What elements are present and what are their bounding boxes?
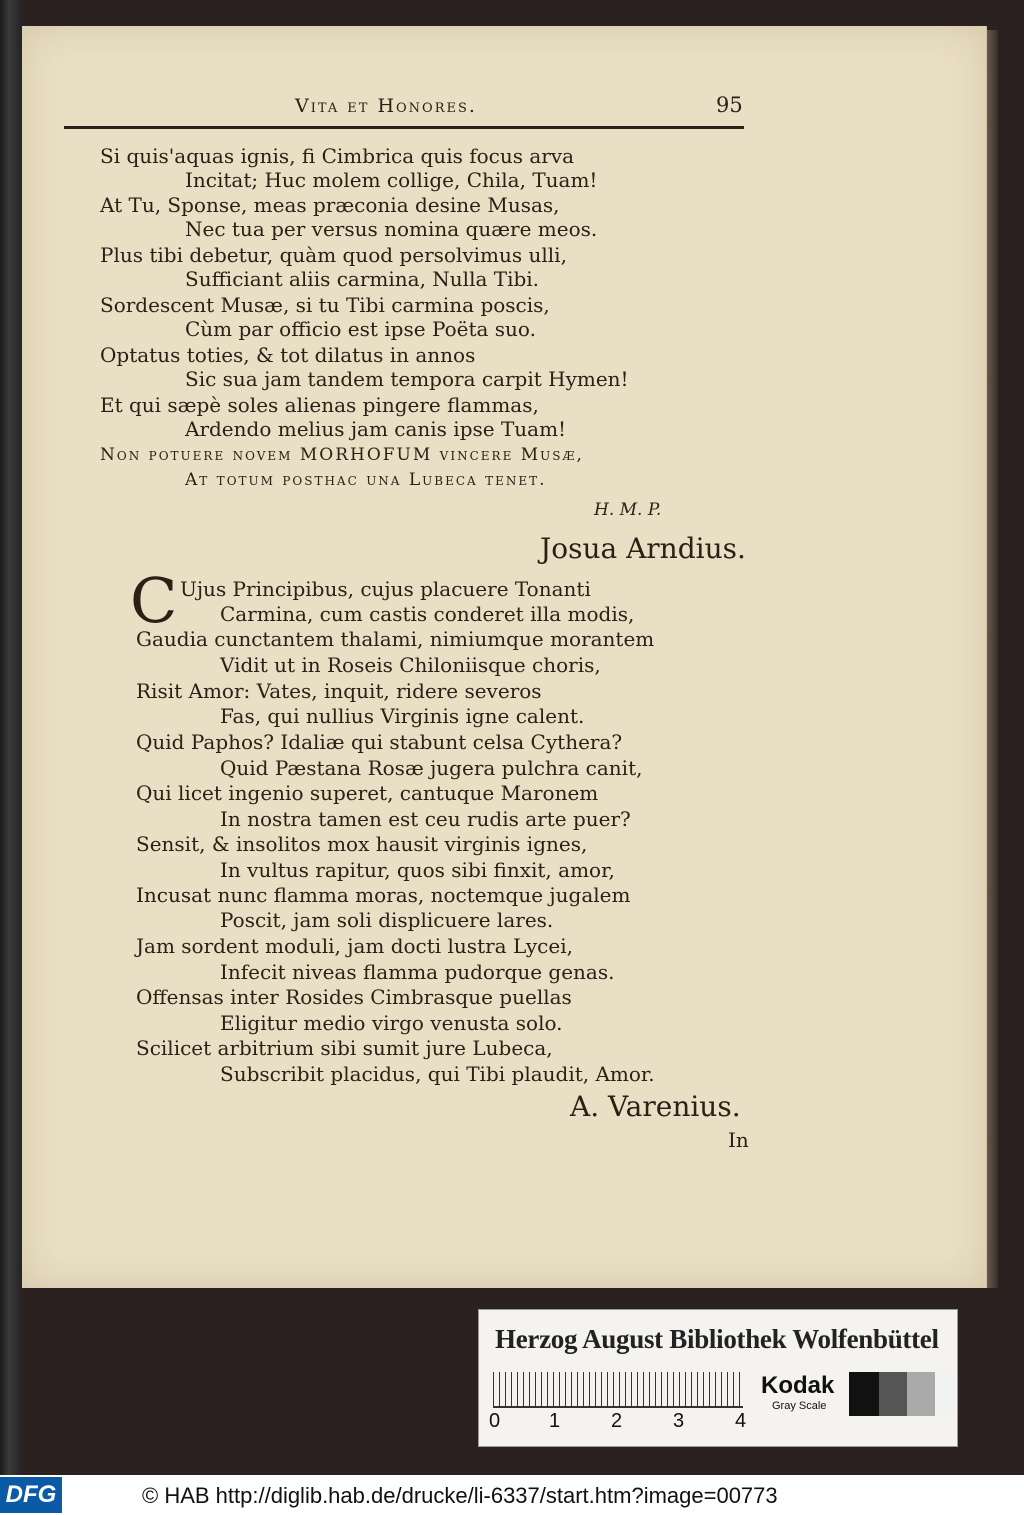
poem2-line: Quid Pæstana Rosæ jugera pulchra canit, [220, 756, 643, 780]
poem2-line: Incusat nunc flamma moras, noctemque jugalem [136, 883, 631, 907]
poem1-line: Sufficiant aliis carmina, Nulla Tibi. [185, 267, 540, 291]
poem2-line: Qui licet ingenio superet, cantuque Maronem [136, 781, 599, 805]
poem1-line: Optatus toties, & tot dilatus in annos [100, 343, 476, 367]
gray-swatch [907, 1372, 937, 1416]
ruler-number: 2 [611, 1410, 623, 1432]
poem2-line: Sensit, & insolitos mox hausit virginis ignes, [136, 832, 588, 856]
poem1-line: At Tu, Sponse, meas præconia desine Musas, [100, 193, 560, 217]
gray-swatch [935, 1372, 955, 1416]
page-number: 95 [716, 93, 743, 117]
poem1-line: Cùm par officio est ipse Poëta suo. [185, 317, 536, 341]
gray-swatch [849, 1372, 879, 1416]
poem2-line: Poscit, jam soli displicuere lares. [220, 908, 554, 932]
poem1-line: Si quis'aquas ignis, fi Cimbrica quis focus arva [100, 144, 575, 168]
book-binding [0, 0, 22, 1475]
poem2-line: In nostra tamen est ceu rudis arte puer? [220, 807, 631, 831]
drop-cap: C [130, 564, 178, 637]
ruler-number: 3 [673, 1410, 685, 1432]
poem2-line: Fas, qui nullius Virginis igne calent. [220, 704, 585, 728]
page-edge [986, 30, 998, 1288]
catchword: In [728, 1128, 749, 1152]
poem1-line: Sic sua jam tandem tempora carpit Hymen! [185, 367, 629, 391]
ruler-number: 4 [735, 1410, 747, 1432]
author-initials: H. M. P. [594, 500, 662, 520]
poem2-line: Quid Paphos? Idaliæ qui stabunt celsa Cythera? [136, 730, 623, 754]
library-color-card [478, 1309, 958, 1447]
poem1-line: At totum posthac una Lubeca tenet. [185, 470, 547, 490]
ruler-labels [489, 1410, 749, 1434]
poem2-line: In vultus rapitur, quos sibi finxit, amor, [220, 858, 615, 882]
poem2-line: Vidit ut in Roseis Chiloniisque choris, [220, 653, 601, 677]
kodak-brand: Kodak [761, 1372, 835, 1399]
poem2-line: Gaudia cunctantem thalami, nimiumque morantem [136, 627, 655, 651]
poem1-line: Plus tibi debetur, quàm quod persolvimus ulli, [100, 243, 567, 267]
poem2-line: Risit Amor: Vates, inquit, ridere severos [136, 679, 542, 703]
poem1-line: Ardendo melius jam canis ipse Tuam! [185, 417, 567, 441]
poem1-line: Et qui sæpè soles alienas pingere flammas, [100, 393, 539, 417]
signature-varenius: A. Varenius. [570, 1090, 741, 1123]
poem2-line: Carmina, cum castis conderet illa modis, [220, 602, 635, 626]
footer-bar [0, 1475, 1024, 1515]
copyright-link[interactable]: © HAB http://diglib.hab.de/drucke/li-6337/start.htm?image=00773 [142, 1483, 778, 1508]
dfg-logo[interactable]: DFG [0, 1477, 62, 1513]
poem2-line: Subscribit placidus, qui Tibi plaudit, Amor. [220, 1062, 655, 1086]
poem1-line: Non potuere novem MORHOFUM vincere Musæ, [100, 445, 584, 465]
gray-swatch [879, 1372, 909, 1416]
signature-arndius: Josua Arndius. [540, 532, 746, 565]
poem1-line: Incitat; Huc molem collige, Chila, Tuam! [185, 168, 598, 192]
ruler-number: 0 [489, 1410, 501, 1432]
kodak-subtitle: Gray Scale [772, 1400, 827, 1412]
poem2-line: Ujus Principibus, cujus placuere Tonanti [180, 577, 591, 601]
library-name: Herzog August Bibliothek Wolfenbüttel [495, 1324, 939, 1354]
poem2-line: Eligitur medio virgo venusta solo. [220, 1011, 563, 1035]
scale-ruler [493, 1372, 743, 1408]
poem1-line: Nec tua per versus nomina quære meos. [185, 217, 598, 241]
ruler-number: 1 [549, 1410, 561, 1432]
poem2-line: Offensas inter Rosides Cimbrasque puellas [136, 985, 572, 1009]
running-header: Vita et Honores. [295, 95, 477, 117]
header-rule [64, 126, 744, 129]
poem2-line: Scilicet arbitrium sibi sumit jure Lubeca, [136, 1036, 553, 1060]
poem2-line: Infecit niveas flamma pudorque genas. [220, 960, 615, 984]
poem1-line: Sordescent Musæ, si tu Tibi carmina poscis, [100, 293, 550, 317]
poem2-line: Jam sordent moduli, jam docti lustra Lycei, [136, 934, 573, 958]
